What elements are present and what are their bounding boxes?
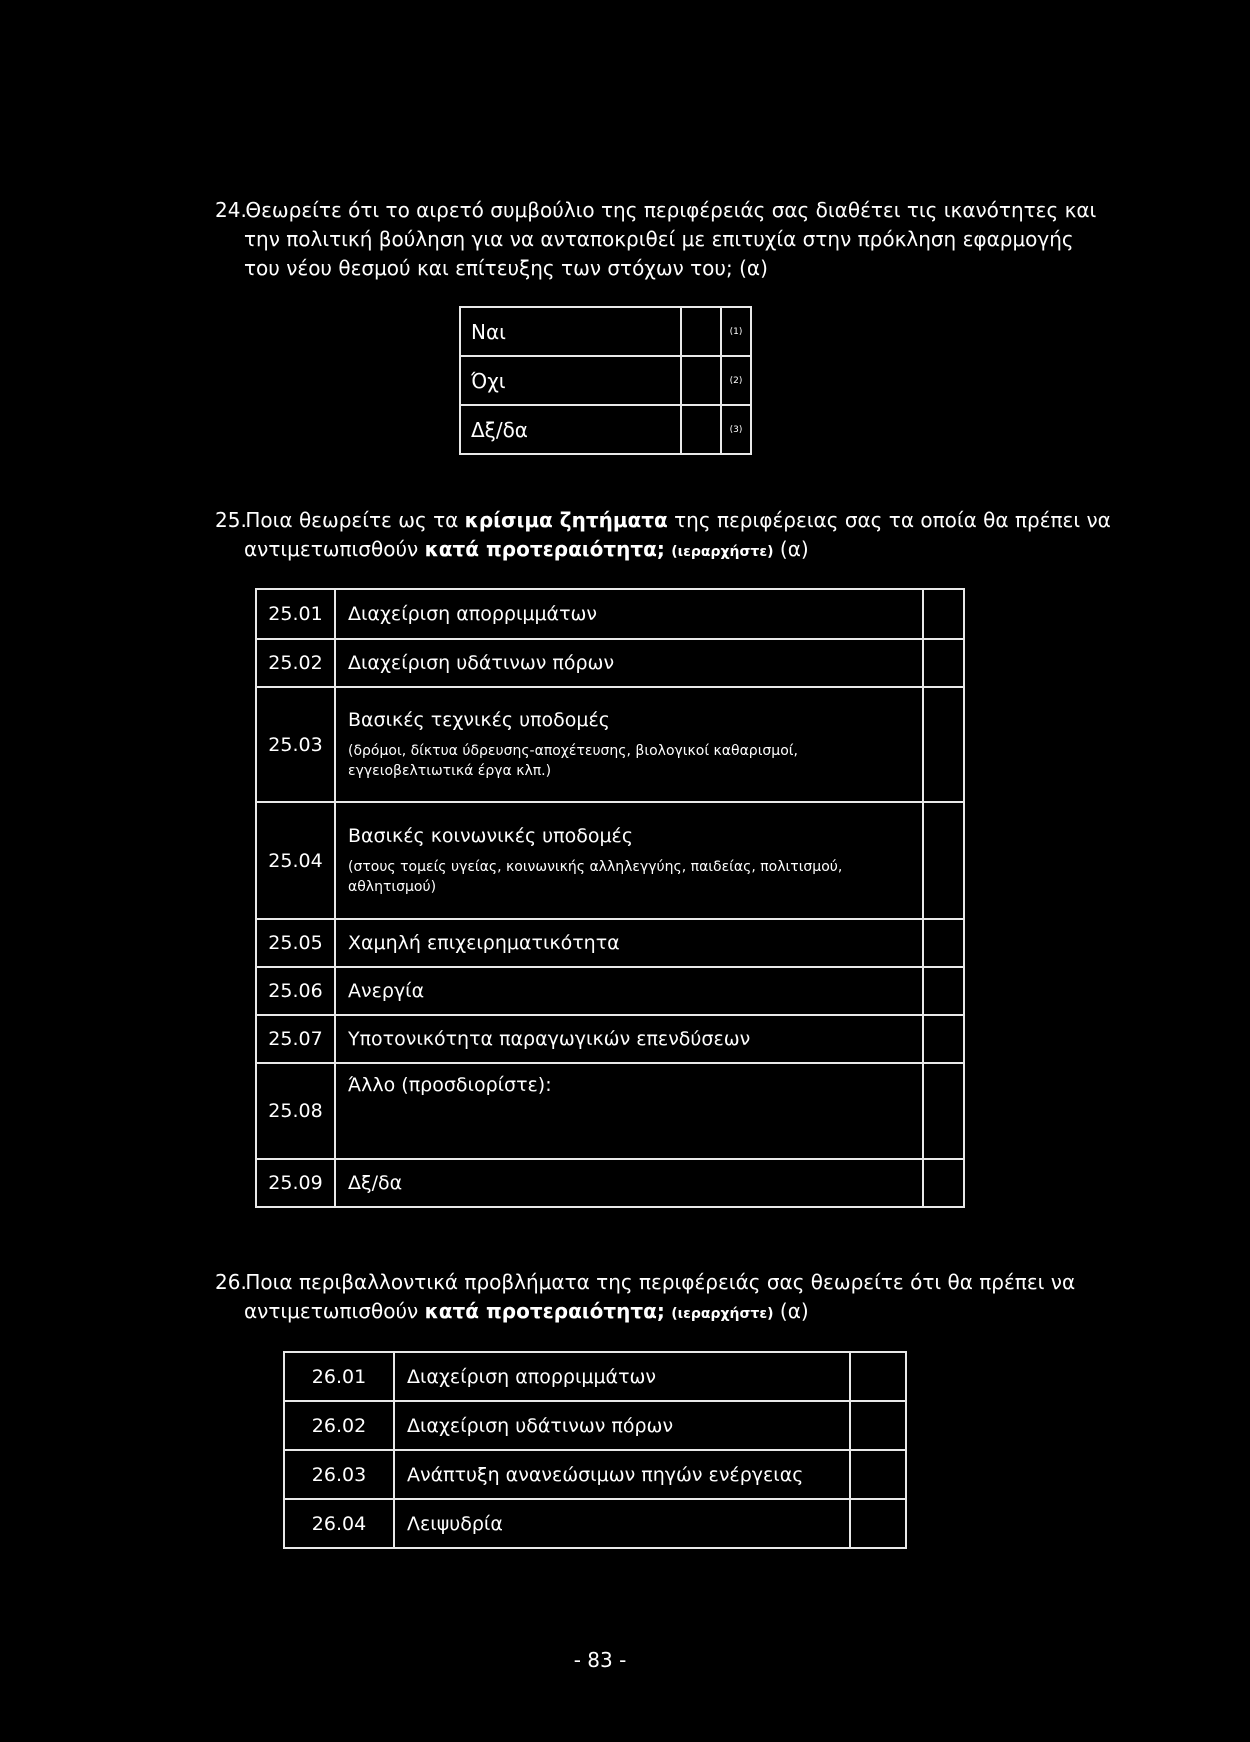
- question-emphasis: κατά προτεραιότητα;: [424, 537, 665, 561]
- question-26: [215, 1268, 1075, 1329]
- rank-box[interactable]: [850, 1352, 906, 1401]
- item-code: 25.02: [256, 639, 335, 687]
- question-text: αντιμετωπισθούν: [244, 537, 419, 561]
- item-row: [256, 967, 964, 1015]
- option-row: [460, 356, 751, 405]
- rank-box[interactable]: [923, 967, 964, 1015]
- item-label: Βασικές τεχνικές υποδομές: [348, 708, 610, 731]
- item-label: Χαμηλή επιχειρηματικότητα: [335, 919, 923, 967]
- page-number: - 83 -: [573, 1648, 627, 1672]
- rank-box[interactable]: [923, 687, 964, 802]
- question-text: (α): [779, 1299, 809, 1323]
- question-note: (ιεραρχήστε): [671, 544, 774, 560]
- question-text: αντιμετωπισθούν: [244, 1299, 419, 1323]
- rank-box[interactable]: [923, 1015, 964, 1063]
- question-emphasis: κατά προτεραιότητα;: [424, 1299, 665, 1323]
- option-label: Ναι: [460, 307, 681, 356]
- item-description: (στους τομείς υγείας, κοινωνικής αλληλεγγύης, παιδείας, πολιτισμού, αθλητισμού): [348, 858, 843, 895]
- question-number: 26.: [215, 1270, 247, 1294]
- item-cell: [335, 687, 923, 802]
- item-row: [284, 1401, 906, 1450]
- rank-box[interactable]: [850, 1499, 906, 1548]
- question-text: Ποια περιβαλλοντικά προβλήματα της περιφέρειάς σας θεωρείτε ότι θα πρέπει να: [245, 1270, 1076, 1294]
- other-specify-field[interactable]: [335, 1063, 923, 1159]
- option-label: Όχι: [460, 356, 681, 405]
- rank-box[interactable]: [850, 1401, 906, 1450]
- rank-box[interactable]: [850, 1450, 906, 1499]
- rank-box[interactable]: [923, 802, 964, 919]
- item-row: [256, 639, 964, 687]
- option-code: (3): [721, 405, 751, 454]
- question-24: [215, 196, 1096, 283]
- item-row: [256, 1063, 964, 1159]
- question-25: [215, 506, 1111, 567]
- option-code: (2): [721, 356, 751, 405]
- item-label: Ανεργία: [335, 967, 923, 1015]
- rank-box[interactable]: [923, 1159, 964, 1207]
- question-text: (α): [779, 537, 809, 561]
- option-row: [460, 307, 751, 356]
- question-text: Ποια θεωρείτε ως τα: [245, 508, 459, 532]
- answer-checkbox[interactable]: [681, 405, 721, 454]
- rank-box[interactable]: [923, 1063, 964, 1159]
- item-label: Βασικές κοινωνικές υποδομές: [348, 824, 633, 847]
- question-number: 24.: [215, 198, 247, 222]
- question-note: (ιεραρχήστε): [671, 1306, 774, 1322]
- item-row: [256, 687, 964, 802]
- item-code: 26.01: [284, 1352, 394, 1401]
- option-row: [460, 405, 751, 454]
- answer-checkbox[interactable]: [681, 307, 721, 356]
- item-row: [256, 1015, 964, 1063]
- item-label: Διαχείριση υδάτινων πόρων: [335, 639, 923, 687]
- rank-box[interactable]: [923, 919, 964, 967]
- item-row: [284, 1499, 906, 1548]
- item-code: 26.04: [284, 1499, 394, 1548]
- item-description: (δρόμοι, δίκτυα ύδρευσης-αποχέτευσης, βιολογικοί καθαρισμοί, εγγειοβελτιωτικά έργα κλπ.): [348, 742, 798, 779]
- rank-box[interactable]: [923, 639, 964, 687]
- item-code: 25.05: [256, 919, 335, 967]
- option-label: Δξ/δα: [460, 405, 681, 454]
- item-row: [256, 589, 964, 639]
- item-row: [256, 1159, 964, 1207]
- answer-checkbox[interactable]: [681, 356, 721, 405]
- question-number: 25.: [215, 508, 247, 532]
- item-label: Άλλο (προσδιορίστε):: [348, 1074, 552, 1096]
- item-code: 25.09: [256, 1159, 335, 1207]
- item-code: 26.02: [284, 1401, 394, 1450]
- item-code: 25.03: [256, 687, 335, 802]
- item-label: Ανάπτυξη ανανεώσιμων πηγών ενέργειας: [394, 1450, 850, 1499]
- item-label: Διαχείριση απορριμμάτων: [394, 1352, 850, 1401]
- item-label: Διαχείριση απορριμμάτων: [335, 589, 923, 639]
- item-row: [256, 919, 964, 967]
- item-code: 25.07: [256, 1015, 335, 1063]
- question-text: της περιφέρειας σας τα οποία θα πρέπει να: [674, 508, 1111, 532]
- q24-options-table: [459, 306, 752, 455]
- item-code: 25.06: [256, 967, 335, 1015]
- item-code: 25.08: [256, 1063, 335, 1159]
- item-code: 26.03: [284, 1450, 394, 1499]
- item-label: Λειψυδρία: [394, 1499, 850, 1548]
- item-cell: [335, 802, 923, 919]
- question-text-line-1: Θεωρείτε ότι το αιρετό συμβούλιο της περιφέρειάς σας διαθέτει τις ικανότητες και: [245, 198, 1097, 222]
- item-row: [256, 802, 964, 919]
- item-row: [284, 1352, 906, 1401]
- item-label: Διαχείριση υδάτινων πόρων: [394, 1401, 850, 1450]
- item-code: 25.01: [256, 589, 335, 639]
- item-label: Δξ/δα: [335, 1159, 923, 1207]
- option-code: (1): [721, 307, 751, 356]
- question-text-line-3: του νέου θεσμού και επίτευξης των στόχων του; (α): [244, 256, 768, 280]
- item-code: 25.04: [256, 802, 335, 919]
- question-emphasis: κρίσιμα ζητήματα: [464, 508, 668, 532]
- q25-items-table: [255, 588, 965, 1208]
- item-label: Υποτονικότητα παραγωγικών επενδύσεων: [335, 1015, 923, 1063]
- q26-items-table: [283, 1351, 907, 1549]
- rank-box[interactable]: [923, 589, 964, 639]
- question-text-line-2: την πολιτική βούληση για να ανταποκριθεί με επιτυχία στην πρόκληση εφαρμογής: [244, 227, 1074, 251]
- item-row: [284, 1450, 906, 1499]
